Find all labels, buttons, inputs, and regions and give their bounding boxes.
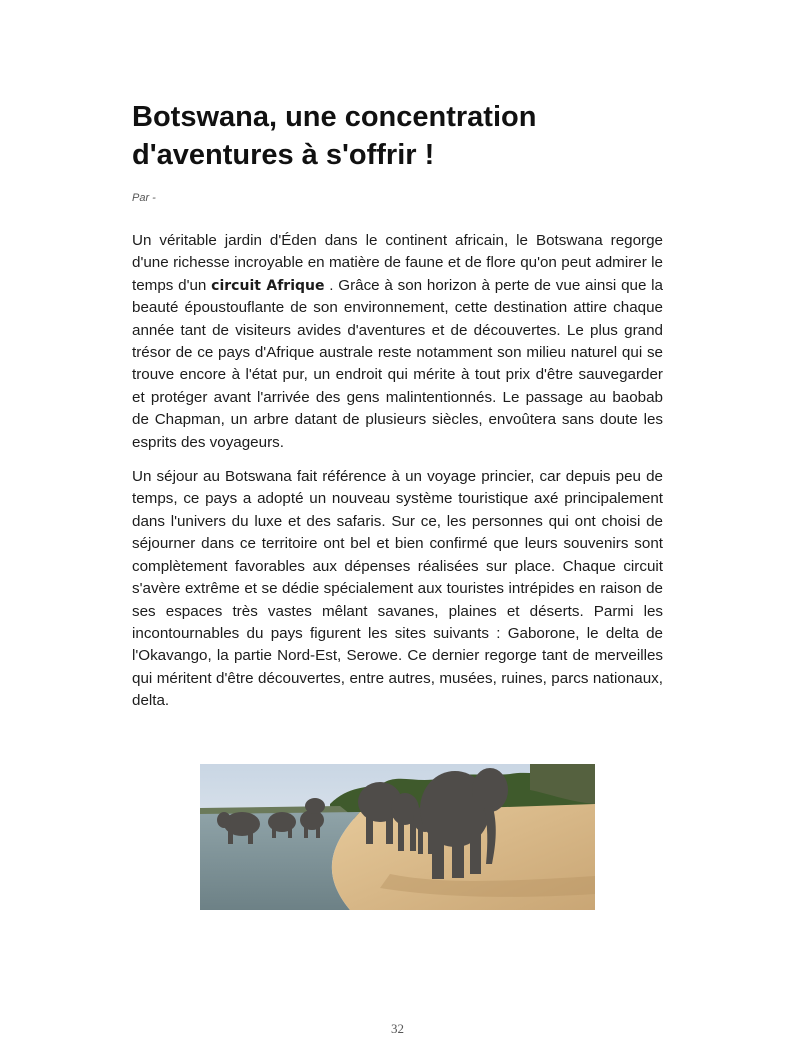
paragraph-1-start: Un véritable jardin d'Éden dans le continent africain, le Botswana regorge d'une richesse incroyable en matière de faune et de flore qu'on peut admirer le temps d'un [132, 232, 663, 294]
paragraph-1-end: . Grâce à son horizon à perte de vue ainsi que la beauté époustouflante de son environnement, cette destination attire chaque année tant de visiteurs avides d'aventures et de découvertes. Le plus grand trésor de ce pays d'Afrique australe reste notamment son milieu naturel qui se trouve encore à l'état pur, un endroit qui mérite à tout prix d'être sauvegarder et protéger avant l'arrivée des gens malintentionnés. Le passage au baobab de Chapman, un arbre datant de plusieurs siècles, envoûtera sans doute les esprits des voyageurs. [132, 276, 664, 451]
article-title [132, 98, 663, 174]
elephants-photo [200, 764, 595, 910]
keyword-circuit-afrique: circuit Afrique [211, 277, 325, 294]
article [132, 98, 663, 713]
paragraph-1 [132, 230, 663, 454]
page-number: 32 [391, 1021, 404, 1036]
title-line-1: Botswana, une concentration [132, 101, 537, 133]
byline: Par - [132, 192, 156, 204]
paragraph-2: Un séjour au Botswana fait référence à un voyage princier, car depuis peu de temps, ce pays a adopté un nouveau système touristique axé principalement dans l'univers du luxe et des safaris. Sur ce, les personnes qui ont choisi de séjourner dans ce territoire ont bel et bien confirmé que leurs souvenirs sont complètement favorables aux dépenses réalisées sur place. Chaque circuit s'avère extrême et se dédie spécialement aux touristes intrépides en raison de ses espaces très vastes mêlant savanes, plaines et déserts. Parmi les incontournables du pays figurent les sites suivants : Gaborone, le delta de l'Okavango, la partie Nord-Est, Serowe. Ce dernier regorge tant de merveilles qui méritent d'être découvertes, entre autres, musées, ruines, parcs nationaux, delta. [132, 468, 663, 710]
title-line-2: d'aventures à s'offrir ! [132, 139, 435, 171]
